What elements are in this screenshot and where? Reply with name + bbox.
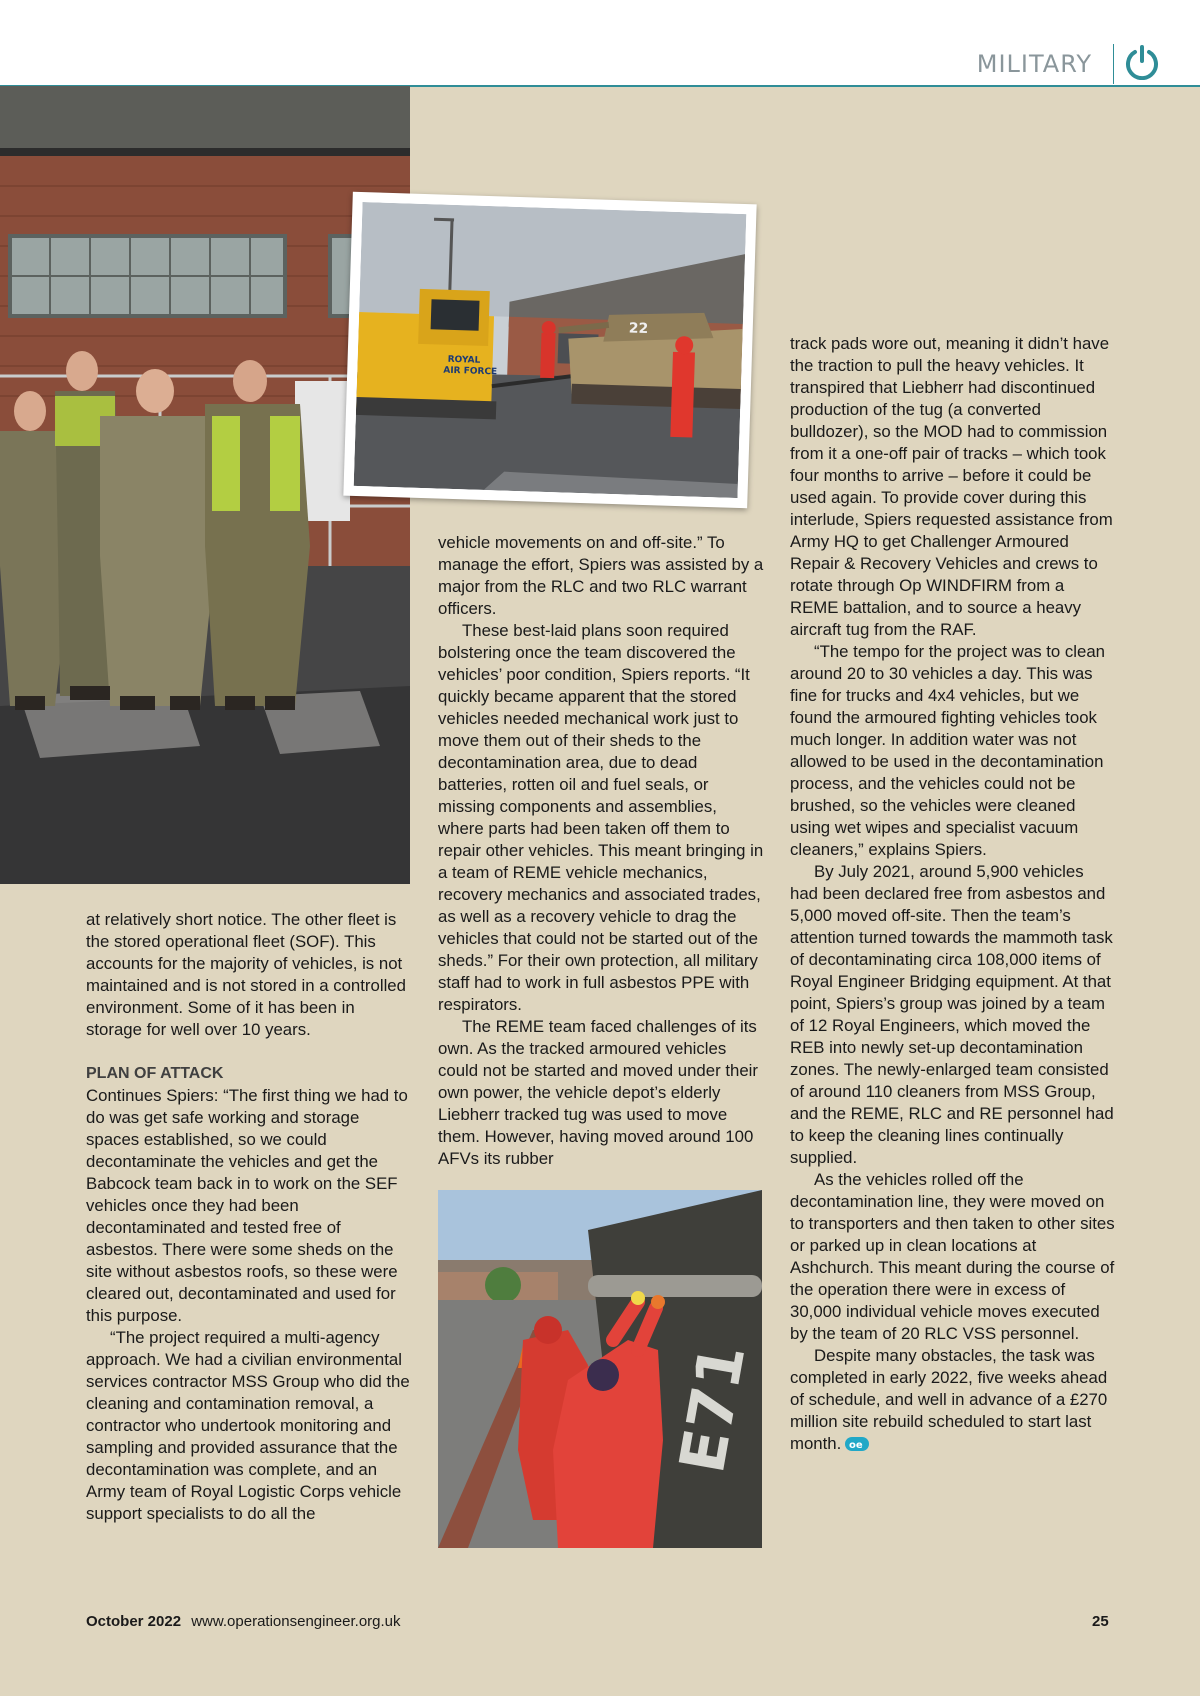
header-divider — [1113, 44, 1114, 84]
oe-logo-icon — [845, 1437, 869, 1451]
body-paragraph: The REME team faced challenges of its own. As the tracked armoured vehicles could not be started and moved under their own power, the vehicle depot’s elderly Liebherr tracked tug was used to move them. However, having moved around 100 AFVs its rubber — [438, 1017, 758, 1168]
tug-photo-frame — [343, 192, 756, 509]
tug-livery-text: ROYAL — [447, 354, 481, 366]
tug-photo — [354, 202, 747, 498]
cleaners-photo — [438, 1190, 762, 1548]
body-paragraph: vehicle movements on and off-site.” To manage the effort, Spiers was assisted by a major from the RLC and two RLC warrant officers. — [438, 533, 764, 618]
body-paragraph: “The project required a multi-agency approach. We had a civilian environmental services contractor MSS Group who did the cleaning and contamination removal, a contractor who undertook monitoring and sampling and provided assurance that the decontamination was complete, and an Army team of Royal Logistic Corps vehicle support specialists to do all the — [86, 1328, 410, 1523]
page-number: 25 — [1092, 1613, 1109, 1630]
body-paragraph: Continues Spiers: “The first thing we had to do was get safe working and storage spaces established, so we could decontaminate the vehicles and get the Babcock team back in to work on the SEF vehicles once they had been decontaminated and tested free of asbestos. There were some sheds on the site without asbestos roofs, so these were cleared out, decontaminated and used for this purpose. — [86, 1086, 408, 1325]
closing-paragraph-text: Despite many obstacles, the task was completed in early 2022, five weeks ahead of schedule, and well in advance of a £270 million site rebuild scheduled to start last month. — [790, 1346, 1108, 1453]
website-link[interactable]: www.operationsengineer.org.uk — [191, 1613, 401, 1630]
article-column-3 — [790, 333, 1116, 1455]
page-header — [0, 0, 1200, 87]
body-paragraph: By July 2021, around 5,900 vehicles had been declared free from asbestos and 5,000 moved off-site. Then the team’s attention turned towards the mammoth task of decontaminating circa 108,000 items of Royal Engineer Bridging equipment. At that point, Spiers’s group was joined by a team of 12 Royal Engineers, which moved the REB into newly set-up decontamination zones. The newly-enlarged team consisted of around 110 cleaners from MSS Group, and the REME, RLC and RE personnel had to keep the cleaning lines continually supplied. — [790, 862, 1114, 1167]
subheading-plan-of-attack: PLAN OF ATTACK — [86, 1065, 224, 1082]
power-icon — [1124, 44, 1160, 80]
body-paragraph: “The tempo for the project was to clean around 20 to 30 vehicles a day. This was fine for trucks and 4x4 vehicles, but we found the armoured fighting vehicles took much longer. In addition water was not allowed to be used in the decontamination process, and the vehicles could not be brushed, so the vehicles were cleaned using wet wipes and specialist vacuum cleaners,” explains Spiers. — [790, 642, 1106, 859]
body-paragraph: at relatively short notice. The other fleet is the stored operational fleet (SOF). This accounts for the majority of vehicles, is not maintained and is not stored in a controlled environment. Some of it has been in storage for well over 10 years. — [86, 910, 406, 1039]
article-column-1 — [86, 909, 412, 1525]
tank-number-text: 22 — [628, 320, 649, 338]
body-paragraph — [790, 1345, 1116, 1455]
body-paragraph: track pads wore out, meaning it didn’t have the traction to pull the heavy vehicles. It transpired that Liebherr had discontinued production of the tug (a converted bulldozer), so the MOD had to commission from it a one-off pair of tracks – which took four months to arrive – before it could be used again. To provide cover during this interlude, Spiers requested assistance from Army HQ to get Challenger Armoured Repair & Recovery Vehicles and crews to rotate through Op WINDFIRM from a REME battalion, and to source a heavy aircraft tug from the RAF. — [790, 334, 1113, 639]
body-paragraph: As the vehicles rolled off the decontamination line, they were moved on to transporters and then taken to other sites or parked up in clean locations at Ashchurch. This meant during the course of the operation there were in excess of 30,000 individual vehicle moves executed by the team of 20 RLC VSS personnel. — [790, 1170, 1115, 1343]
page-footer — [86, 1613, 401, 1630]
vehicle-number-text: E71 — [665, 1338, 760, 1479]
issue-date: October 2022 — [86, 1613, 182, 1630]
body-paragraph: These best-laid plans soon required bolstering once the team discovered the vehicles’ poor condition, Spiers reports. “It quickly became apparent that the stored vehicles needed mechanical work just to move them out of their sheds to the decontamination area, due to dead batteries, rotten oil and fuel seals, or missing components and assemblies, where parts had been taken off them to repair other vehicles. This meant bringing in a team of REME vehicle mechanics, recovery mechanics and associated trades, as well as a recovery vehicle to drag the vehicles that could not be started out of the sheds.” For their own protection, all military staff had to work in full asbestos PPE with respirators. — [438, 621, 764, 1014]
oe-logo-text: oe — [849, 1440, 863, 1451]
article-column-2 — [438, 532, 764, 1170]
section-label: MILITARY — [976, 50, 1092, 78]
tug-livery-text: AIR FORCE — [443, 365, 498, 378]
